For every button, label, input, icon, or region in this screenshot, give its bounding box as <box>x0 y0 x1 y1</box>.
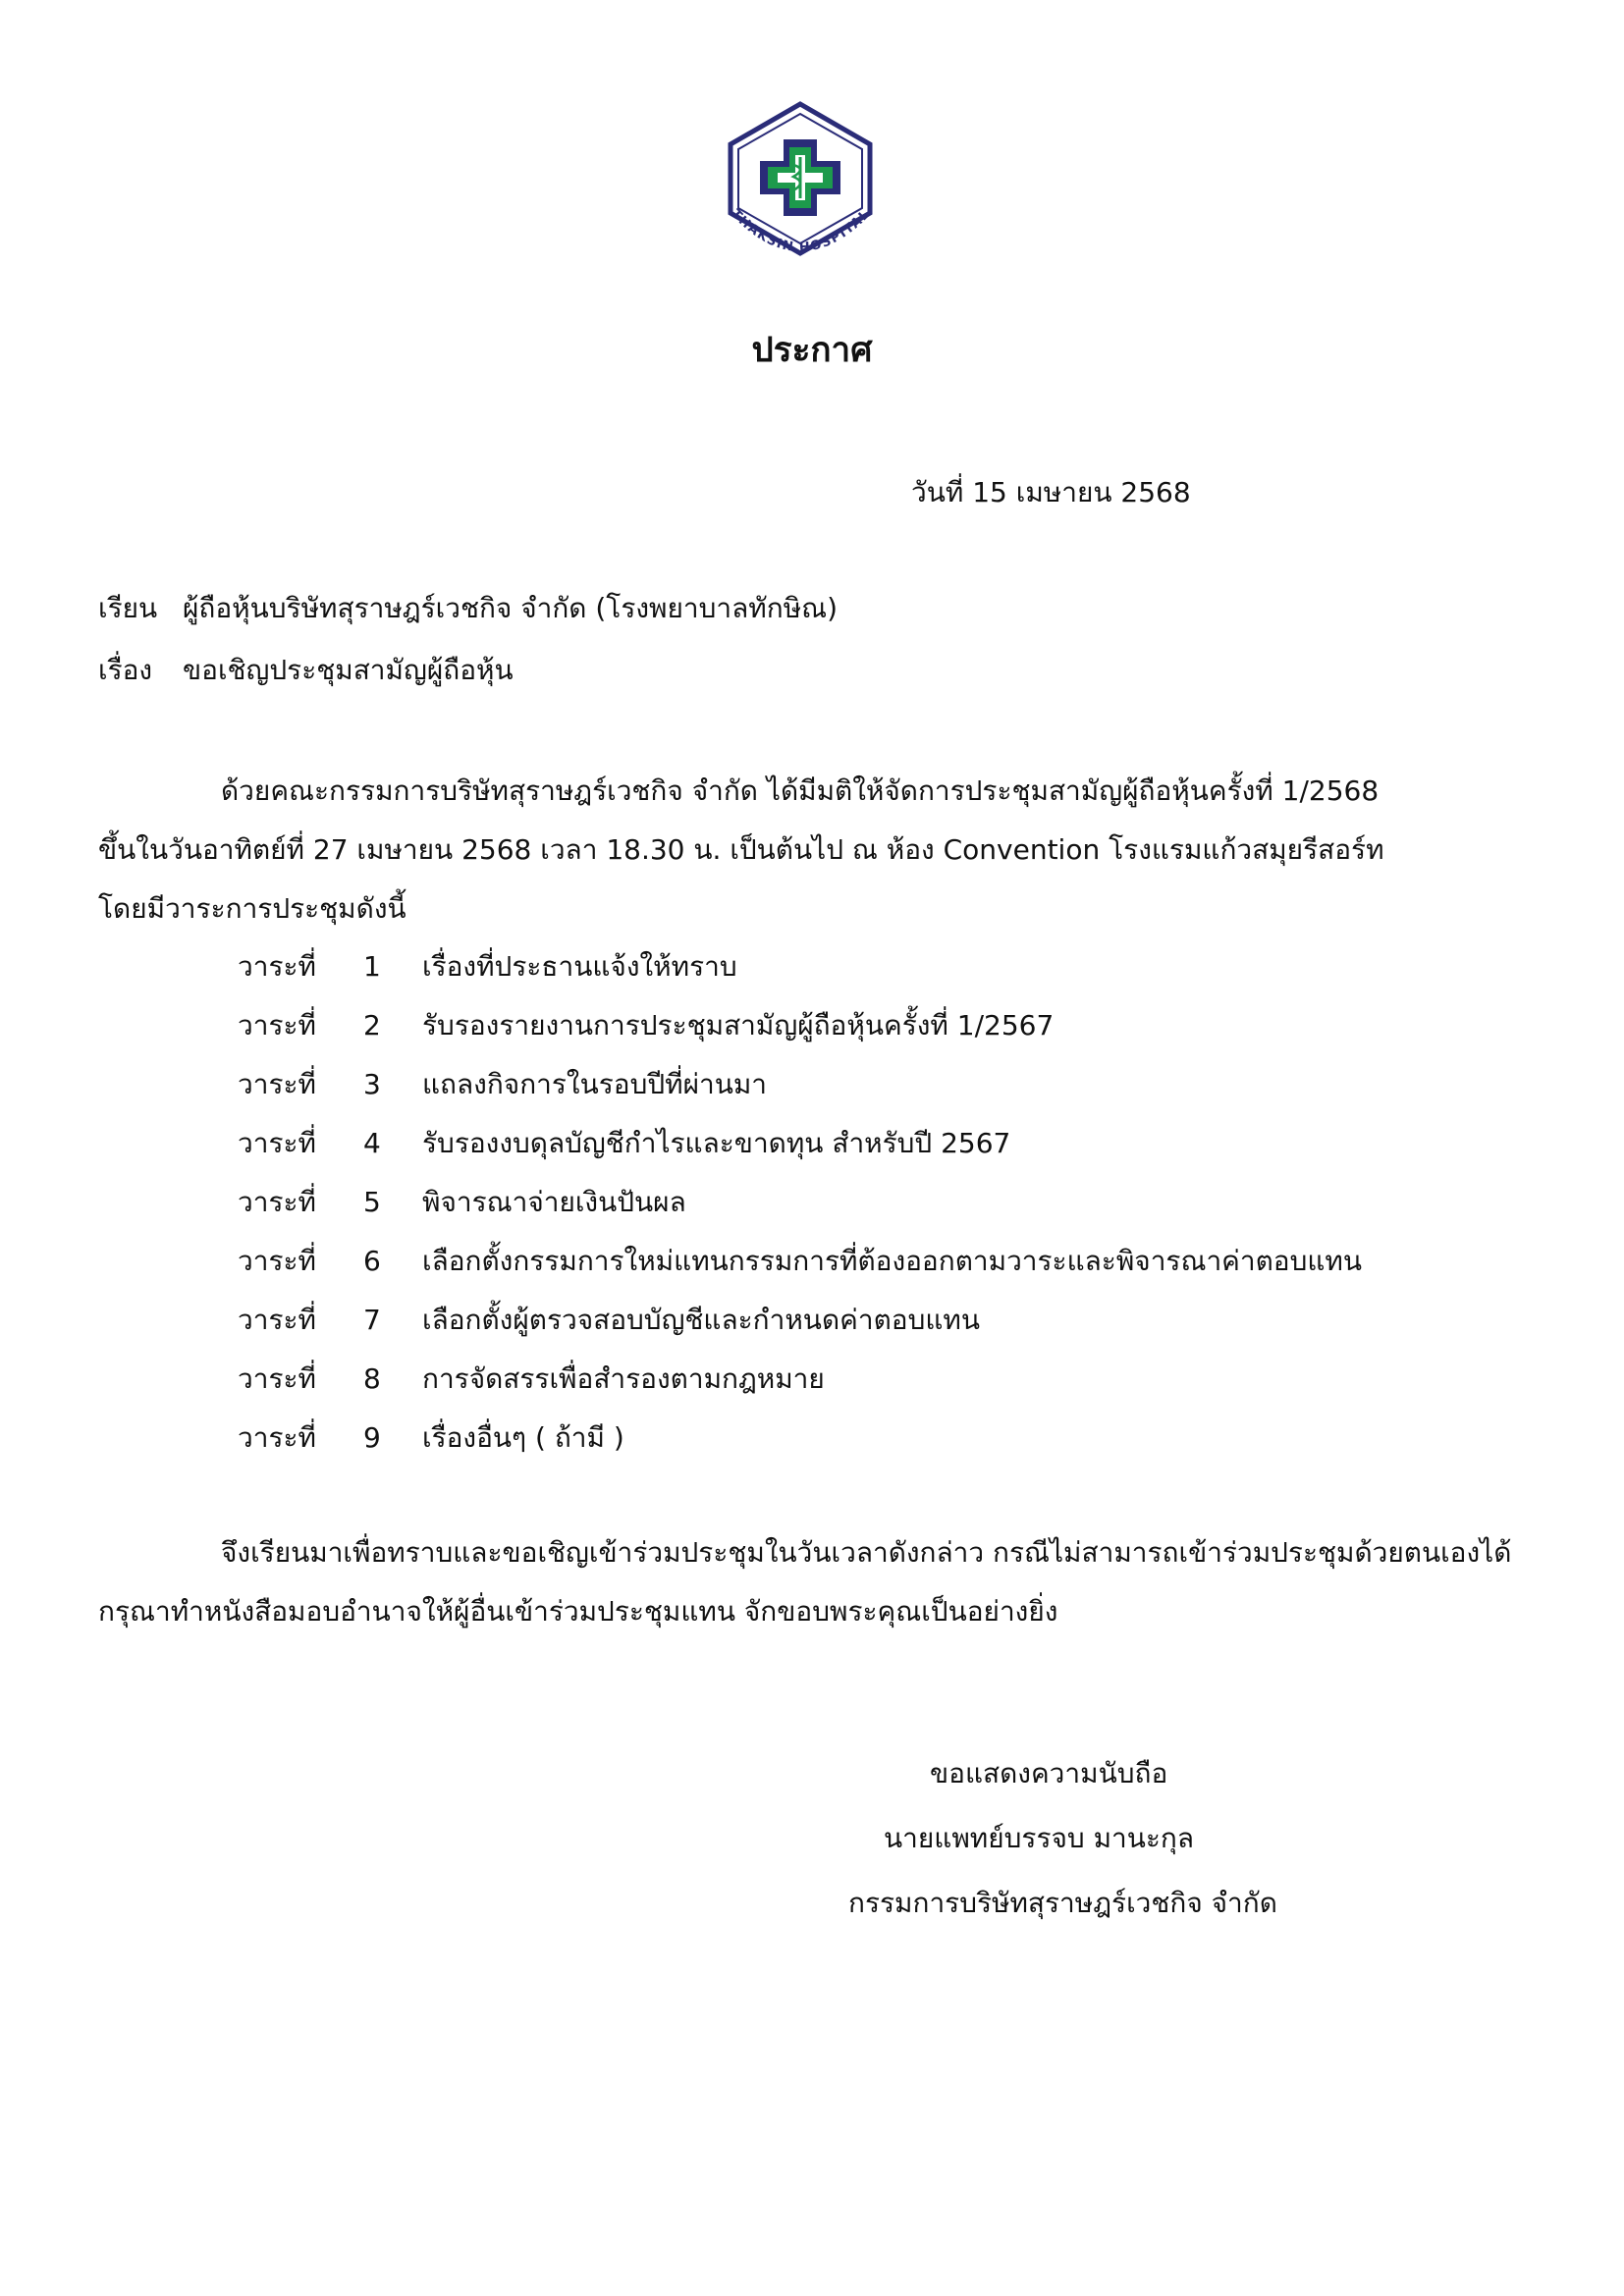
subject-value: ขอเชิญประชุมสามัญผู้ถือหุ้น <box>183 654 514 686</box>
agenda-text: เรื่องอื่นๆ ( ถ้ามี ) <box>422 1421 624 1454</box>
agenda-text: การจัดสรรเพื่อสำรองตามกฎหมาย <box>422 1362 825 1395</box>
document-date: วันที่ 15 เมษายน 2568 <box>911 476 1191 508</box>
closing-line-2: กรุณาทำหนังสือมอบอำนาจให้ผู้อื่นเข้าร่วมประชุมแทน จักขอบพระคุณเป็นอย่างยิ่ง <box>98 1595 1058 1628</box>
recipient-label: เรียน <box>98 592 158 624</box>
agenda-text: เลือกตั้งผู้ตรวจสอบบัญชีและกำหนดค่าตอบแทน <box>422 1304 980 1336</box>
agenda-label: วาระที่ <box>238 950 316 983</box>
intro-line-1: ด้วยคณะกรรมการบริษัทสุราษฎร์เวชกิจ จำกัด ได้มีมติให้จัดการประชุมสามัญผู้ถือหุ้นครั้งที่ 1/2568 <box>221 774 1380 807</box>
agenda-label: วาระที่ <box>238 1186 316 1218</box>
agenda-label: วาระที่ <box>238 1009 316 1041</box>
signature-name: นายแพทย์บรรจบ มานะกุล <box>884 1822 1195 1854</box>
intro-paragraph <box>98 762 1532 938</box>
subject-label: เรื่อง <box>98 654 153 686</box>
recipient-value: ผู้ถือหุ้นบริษัทสุราษฎร์เวชกิจ จำกัด (โรงพยาบาลทักษิณ) <box>183 592 839 624</box>
agenda-number: 2 <box>363 1009 381 1041</box>
agenda-list <box>238 937 1362 1468</box>
agenda-label: วาระที่ <box>238 1421 316 1454</box>
signature-regards: ขอแสดงความนับถือ <box>930 1757 1168 1789</box>
agenda-label: วาระที่ <box>238 1304 316 1336</box>
agenda-item <box>238 1055 1362 1114</box>
agenda-number: 8 <box>363 1362 381 1395</box>
agenda-text: รับรองรายงานการประชุมสามัญผู้ถือหุ้นครั้งที่ 1/2567 <box>422 1009 1055 1041</box>
subject-line <box>98 651 514 690</box>
agenda-number: 7 <box>363 1304 381 1336</box>
agenda-number: 5 <box>363 1186 381 1218</box>
agenda-text: พิจารณาจ่ายเงินปันผล <box>422 1186 686 1218</box>
agenda-item <box>238 1173 1362 1232</box>
agenda-item <box>238 937 1362 996</box>
closing-line-1: จึงเรียนมาเพื่อทราบและขอเชิญเข้าร่วมประชุมในวันเวลาดังกล่าว กรณีไม่สามารถเข้าร่วมประชุมด้วยตนเองได้ <box>221 1536 1512 1569</box>
agenda-text: รับรองงบดุลบัญชีกำไรและขาดทุน สำหรับปี 2567 <box>422 1127 1011 1159</box>
agenda-label: วาระที่ <box>238 1362 316 1395</box>
agenda-text: เลือกตั้งกรรมการใหม่แทนกรรมการที่ต้องออกตามวาระและพิจารณาค่าตอบแทน <box>422 1245 1363 1277</box>
document-title: ประกาศ <box>751 331 873 370</box>
signature-position: กรรมการบริษัทสุราษฎร์เวชกิจ จำกัด <box>848 1887 1277 1919</box>
agenda-number: 9 <box>363 1421 381 1454</box>
agenda-label: วาระที่ <box>238 1068 316 1100</box>
agenda-number: 1 <box>363 950 381 983</box>
agenda-number: 6 <box>363 1245 381 1277</box>
agenda-number: 4 <box>363 1127 381 1159</box>
agenda-text: เรื่องที่ประธานแจ้งให้ทราบ <box>422 950 737 983</box>
thaksin-hospital-logo <box>715 100 887 272</box>
agenda-item <box>238 1409 1362 1468</box>
agenda-label: วาระที่ <box>238 1245 316 1277</box>
recipient-line <box>98 589 838 628</box>
intro-line-2: ขึ้นในวันอาทิตย์ที่ 27 เมษายน 2568 เวลา 18.30 น. เป็นต้นไป ณ ห้อง Convention โรงแรมแก้วสมุยรีสอร์ท <box>98 833 1384 866</box>
logo-caption: THAKSIN HOSPITAL <box>728 206 874 256</box>
agenda-label: วาระที่ <box>238 1127 316 1159</box>
agenda-text: แถลงกิจการในรอบปีที่ผ่านมา <box>422 1068 768 1100</box>
agenda-item <box>238 1232 1362 1291</box>
agenda-number: 3 <box>363 1068 381 1100</box>
agenda-item <box>238 1350 1362 1409</box>
agenda-item <box>238 1291 1362 1350</box>
closing-paragraph <box>98 1523 1532 1641</box>
agenda-item <box>238 996 1362 1055</box>
agenda-item <box>238 1114 1362 1173</box>
intro-line-3: โดยมีวาระการประชุมดังนี้ <box>98 892 406 925</box>
